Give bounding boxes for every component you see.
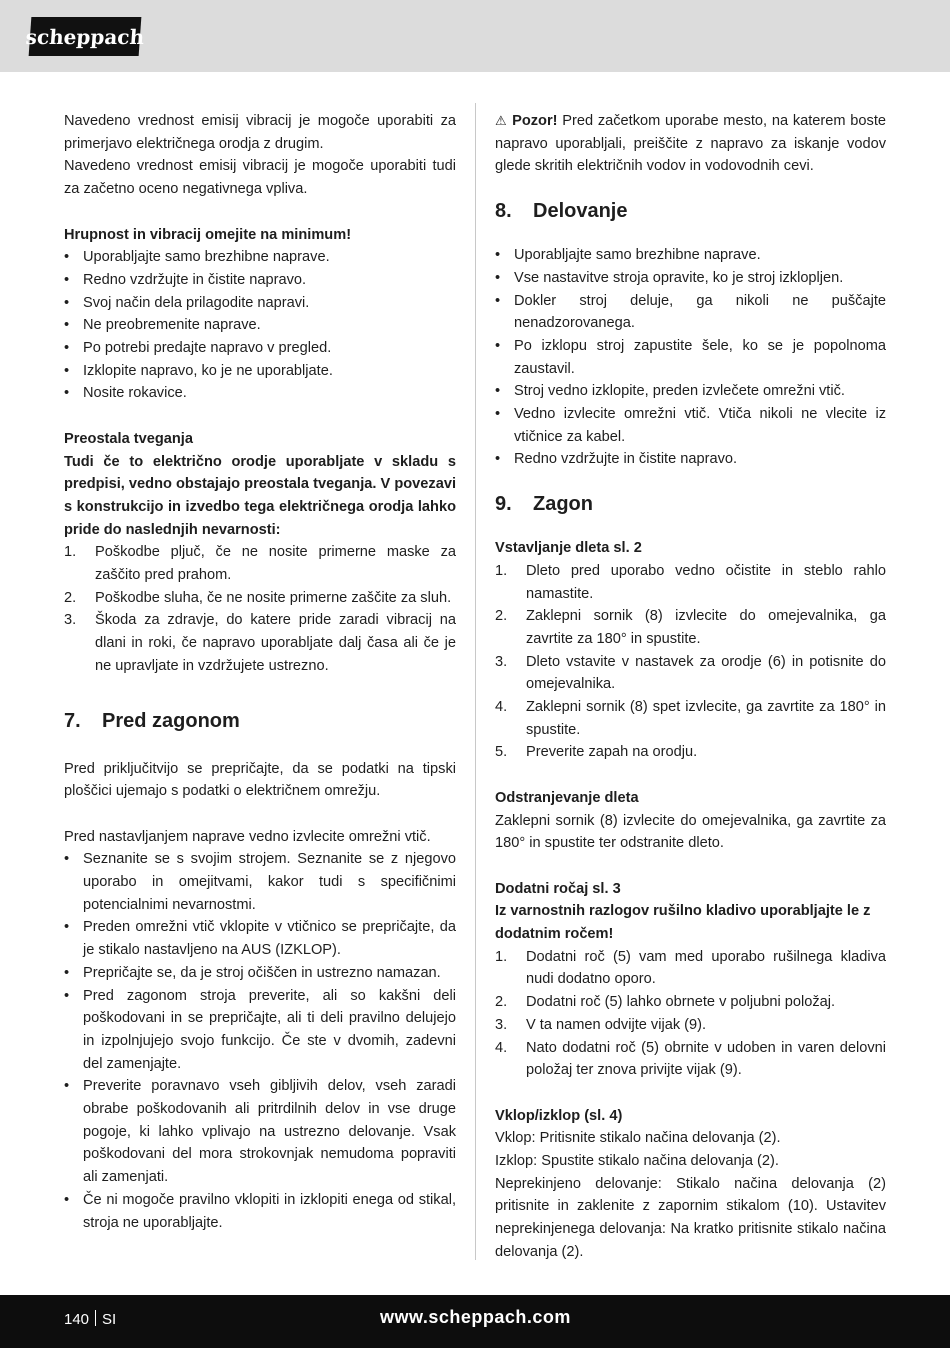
list-item: 2. Zaklepni sornik (8) izvlecite do omejevalnika, ga zavrtite za 180° in spustite.: [495, 608, 886, 647]
list-item: • Vse nastavitve stroja opravite, ko je stroj izklopljen.: [495, 267, 886, 290]
list-item: • Preverite poravnavo vseh gibljivih delov, vseh zaradi obrabe poškodovanih ali pritrdilnih delov in vse druge pogoje, ki lahko vplivajo na ustrezno delovanje. Vsak poškodovani del mora strokovnjak nemudoma popraviti ali zamenjati.: [64, 1075, 456, 1189]
switch-continuous-text: Neprekinjeno delovanje: Stikalo načina delovanja (2) pritisnite in zaklenite z zapornim stikalom (10). Ustavitev neprekinjenega delovanja: Na kratko pritisnite stikalo načina delovanja (2).: [495, 1175, 886, 1260]
list-item: • Če ni mogoče pravilno vklopiti in izklopiti enega od stikal, stroja ne uporabljajte.: [64, 1189, 456, 1234]
section-8-list: [495, 244, 886, 471]
minimize-list: [64, 246, 456, 405]
risks-intro: Tudi če to električno orodje uporabljate v skladu s predpisi, vedno obstajajo preostala tveganja. V povezavi s konstrukcijo in izvedbo tega električnega orodja lahko pride do naslednjih nevarnosti:: [64, 453, 456, 538]
left-column: [64, 110, 456, 1234]
list-item: • Uporabljajte samo brezhibne naprave.: [64, 246, 456, 269]
page-number: 140: [64, 1311, 90, 1328]
list-item: 5. Preverite zapah na orodju.: [495, 744, 698, 761]
list-item: 2. Poškodbe sluha, če ne nosite primerne zaščite za sluh.: [64, 589, 452, 606]
list-item: • Vedno izvlecite omrežni vtič. Vtiča nikoli ne vlecite iz vtičnice za kabel.: [495, 403, 886, 448]
list-item: • Redno vzdržujte in čistite napravo.: [495, 448, 886, 471]
vibration-paragraph-1: Navedeno vrednost emisij vibracij je mogoče uporabiti za primerjavo električnega orodja z drugim.: [64, 113, 456, 152]
minimize-heading: Hrupnost in vibracij omejite na minimum!: [64, 226, 352, 243]
list-item: • Ne preobremenite naprave.: [64, 314, 456, 337]
brand-logo[interactable]: scheppach: [29, 17, 142, 56]
list-item: • Nosite rokavice.: [64, 382, 456, 405]
list-item: • Stroj vedno izklopite, preden izvlečete omrežni vtič.: [495, 380, 886, 403]
section-7-paragraph-2: Pred nastavljanjem naprave vedno izvlecite omrežni vtič.: [64, 828, 431, 845]
section-8-heading: 8. Delovanje: [495, 200, 628, 223]
list-item: 1. Dleto pred uporabo vedno očistite in steblo rahlo namastite.: [495, 562, 886, 602]
list-item: • Preden omrežni vtič vklopite v vtičnico se prepričajte, da je stikalo nastavljeno na AUS (IZKLOP).: [64, 916, 456, 961]
list-item: 1. Dodatni roč (5) vam med uporabo rušilnega kladiva nudi dodatno oporo.: [495, 948, 886, 988]
list-item: • Prepričajte se, da je stroj očiščen in ustrezno namazan.: [64, 962, 456, 985]
insert-heading: Vstavljanje dleta sl. 2: [495, 540, 642, 557]
handle-warning: Iz varnostnih razlogov rušilno kladivo uporabljajte le z dodatnim ročem!: [495, 903, 871, 943]
list-item: 4. Nato dodatni roč (5) obrnite v udoben in varen delovni položaj ter znova privijte vijak (9).: [495, 1039, 886, 1079]
list-item: • Izklopite napravo, ko je ne uporabljate.: [64, 360, 456, 383]
remove-heading: Odstranjevanje dleta: [495, 789, 639, 806]
website-link[interactable]: www.scheppach.com: [380, 1307, 571, 1327]
list-item: • Redno vzdržujte in čistite napravo.: [64, 269, 456, 292]
remove-text: Zaklepni sornik (8) izvlecite do omejevalnika, ga zavrtite za 180° in spustite ter odstranite dleto.: [495, 812, 886, 852]
vibration-paragraph-2: Navedeno vrednost emisij vibracij je mogoče uporabiti tudi za začetno oceno negativnega vpliva.: [64, 158, 456, 198]
section-7-paragraph-1: Pred priključitvijo se prepričajte, da se podatki na tipski ploščici ujemajo s podatki o električnem omrežju.: [64, 760, 456, 800]
list-item: 3. V ta namen odvijte vijak (9).: [495, 1016, 707, 1033]
section-9-heading: 9. Zagon: [495, 493, 593, 516]
language-code: SI: [102, 1311, 117, 1328]
list-item: • Seznanite se s svojim strojem. Seznanite se z njegovo uporabo in omejitvami, kakor tudi s specifičnimi potencialnimi nevarnostmi.: [64, 848, 456, 916]
insert-list: [495, 560, 886, 764]
list-item: 3. Dleto vstavite v nastavek za orodje (6) in potisnite do omejevalnika.: [495, 653, 886, 693]
column-divider: [475, 103, 476, 1260]
page-indicator: [64, 1310, 116, 1328]
section-7-heading: 7. Pred zagonom: [64, 709, 240, 732]
list-item: 4. Zaklepni sornik (8) spet izvlecite, ga zavrtite za 180° in spustite.: [495, 699, 886, 738]
header-bar: [0, 0, 950, 72]
list-item: 1. Poškodbe pljuč, če ne nosite primerne maske za zaščito pred prahom.: [64, 544, 456, 584]
section-7-list: [64, 848, 456, 1234]
list-item: • Po izklopu stroj zapustite šele, ko se je popolnoma zaustavil.: [495, 335, 886, 380]
list-item: 3. Škoda za zdravje, do katere pride zaradi vibracij na dlani in roki, če napravo uporabljate dalj časa ali če je ne upravljate in vzdržujete ustrezno.: [64, 612, 456, 674]
list-item: • Pred zagonom stroja preverite, ali so kakšni deli poškodovani in se prepričajte, ali ti deli pravilno delujejo in izpolnjujejo svojo funkcijo. Če ste v dvomih, zadevni del zamenjajte.: [64, 985, 456, 1076]
list-item: • Po potrebi predajte napravo v pregled.: [64, 337, 456, 360]
list-item: • Dokler stroj deluje, ga nikoli ne puščajte nenadzorovanega.: [495, 290, 886, 335]
right-column: [495, 110, 886, 1264]
risks-list: [64, 541, 456, 677]
warning-paragraph: ⚠ Pozor! Pred začetkom uporabe mesto, na katerem boste napravo uporabljali, preiščite z napravo za iskanje vodov glede skritih električnih vodov in vodovodnih cevi.: [495, 113, 886, 175]
warning-triangle-icon: ⚠: [495, 113, 508, 128]
list-item: 2. Dodatni roč (5) lahko obrnete v poljubni položaj.: [495, 994, 836, 1011]
switch-on-text: Vklop: Pritisnite stikalo načina delovanja (2).: [495, 1130, 781, 1147]
switch-off-text: Izklop: Spustite stikalo načina delovanja (2).: [495, 1153, 779, 1170]
handle-heading: Dodatni ročaj sl. 3: [495, 880, 621, 897]
footer-bar: [0, 1295, 950, 1348]
list-item: • Svoj način dela prilagodite napravi.: [64, 292, 456, 315]
list-item: • Uporabljajte samo brezhibne naprave.: [495, 244, 886, 267]
handle-list: [495, 946, 886, 1082]
risks-heading: Preostala tveganja: [64, 430, 193, 447]
switch-heading: Vklop/izklop (sl. 4): [495, 1107, 623, 1124]
